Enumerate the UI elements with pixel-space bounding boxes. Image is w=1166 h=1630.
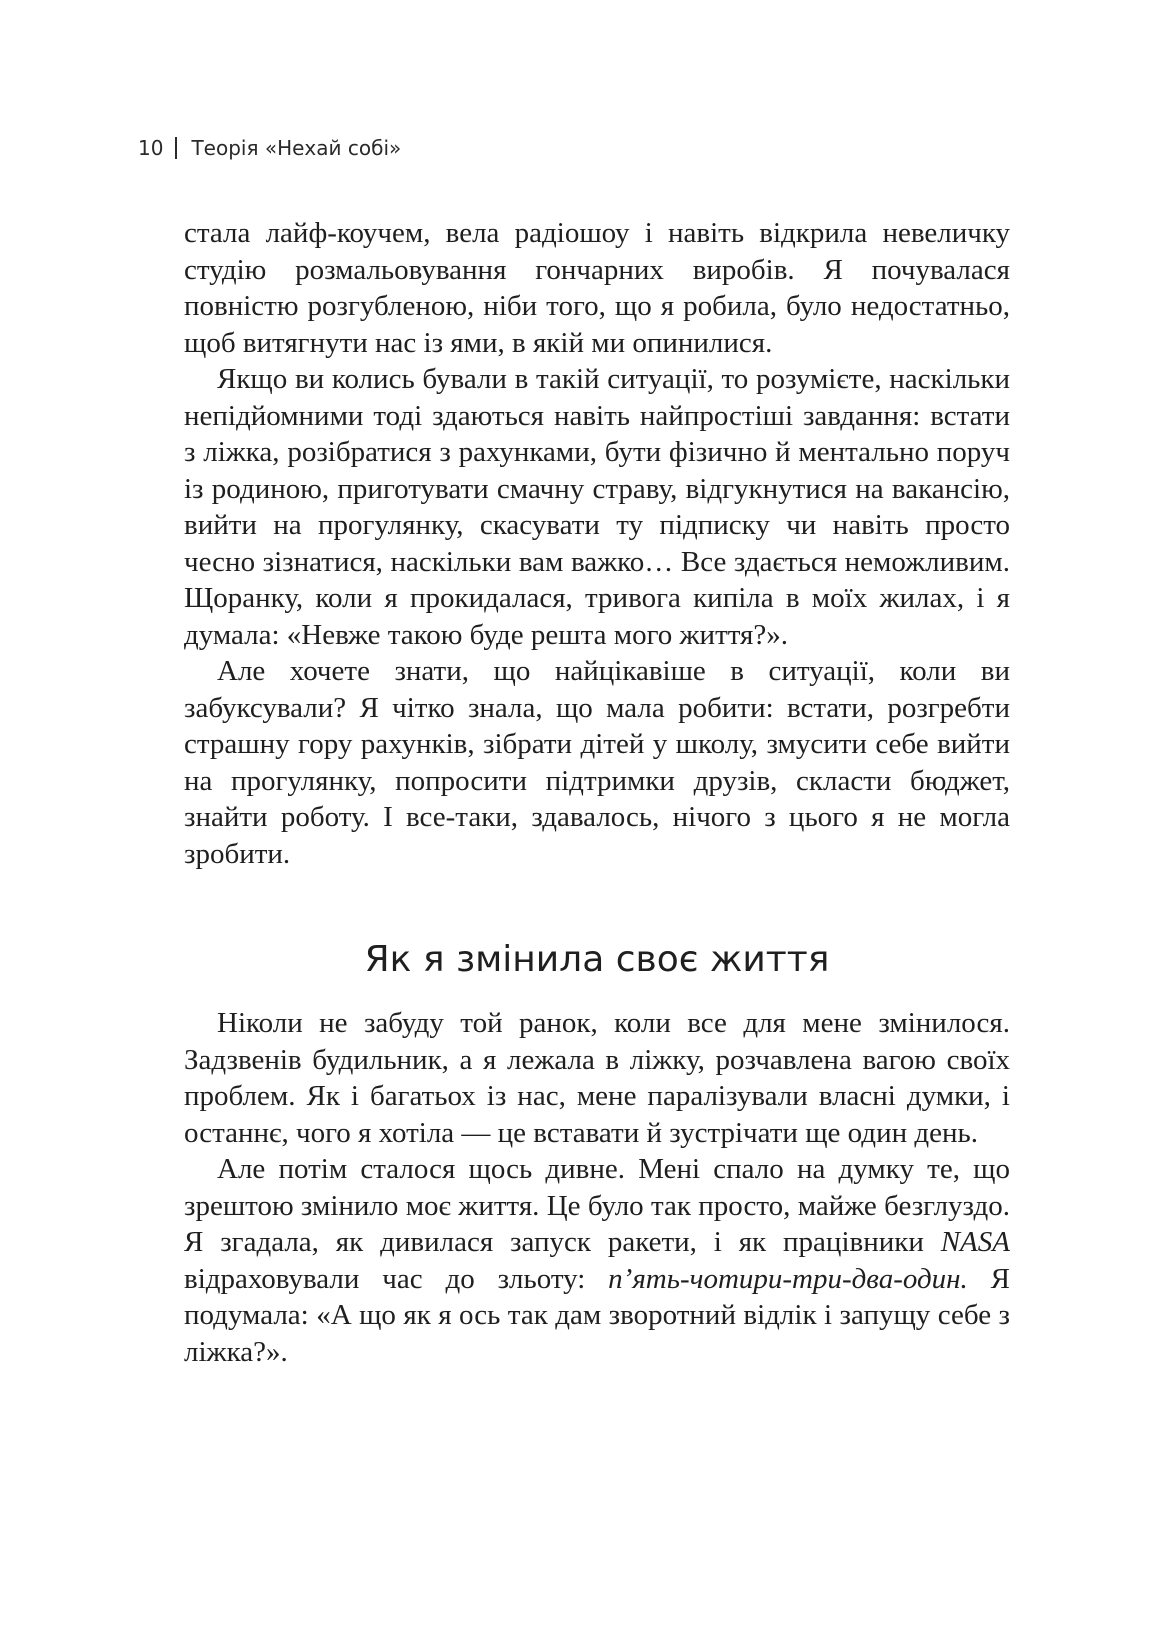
nasa-italic: NASA — [940, 1226, 1010, 1258]
body-text-section-1 — [184, 215, 1010, 872]
header-separator — [175, 137, 177, 159]
text-run: Я подумала: «А що як я ось так дам зворотний відлік і запущу себе з ліжка?». — [184, 1262, 1010, 1368]
paragraph: Якщо ви колись бували в такій ситуації, то розумієте, наскільки непідйомними тоді здаються навіть найпростіші завдання: встати з ліжка, розібратися з рахунками, бути фізично й ментально поруч із родиною, приготувати смачну страву, відгукнутися на вакансію, вийти на прогулянку, скасувати ту підписку чи навіть просто чесно зізнатися, наскільки вам важко… Все здається неможливим. Щоранку, коли я прокидалася, тривога кипіла в моїх жилах, і я думала: «Невже такою буде решта мого життя?». — [184, 363, 1010, 651]
paragraph — [184, 1151, 1010, 1370]
section-heading: Як я змінила своє життя — [364, 939, 830, 980]
book-title: Теорія «Нехай собі» — [191, 136, 402, 160]
running-header — [138, 133, 401, 163]
paragraph: стала лайф-коучем, вела радіошоу і навіть відкрила невеличку студію розмальовування гончарних виробів. Я почувалася повністю розгубленою, ніби того, що я робила, було недостатньо, щоб витягнути нас із ями, в якій ми опинилися. — [184, 217, 1010, 359]
countdown-italic: п’ять-чотири-три-два-один. — [608, 1262, 968, 1295]
page-number: 10 — [138, 136, 164, 160]
body-text-section-2 — [184, 1005, 1010, 1370]
text-run: відраховували час до зльоту: — [184, 1262, 609, 1295]
text-run: Але потім сталося щось дивне. Мені спало на думку те, що зрештою змінило моє життя. Це було так просто, майже безглуздо. Я згадала, як дивилася запуск ракети, і як працівники — [184, 1153, 1010, 1258]
paragraph: Але хочете знати, що найцікавіше в ситуації, коли ви забуксували? Я чітко знала, що мала робити: встати, розгребти страшну гору рахунків, зібрати дітей у школу, змусити себе вийти на прогулянку, попросити підтримки друзів, скласти бюджет, знайти роботу. І все-таки, здавалось, нічого з цього я не могла зробити. — [184, 655, 1010, 870]
paragraph: Ніколи не забуду той ранок, коли все для мене змінилося. Задзвенів будильник, а я лежала в ліжку, розчавлена вагою своїх проблем. Як і багатьох із нас, мене паралізували власні думки, і останнє, чого я хотіла — це вставати й зустрічати ще один день. — [184, 1007, 1010, 1149]
